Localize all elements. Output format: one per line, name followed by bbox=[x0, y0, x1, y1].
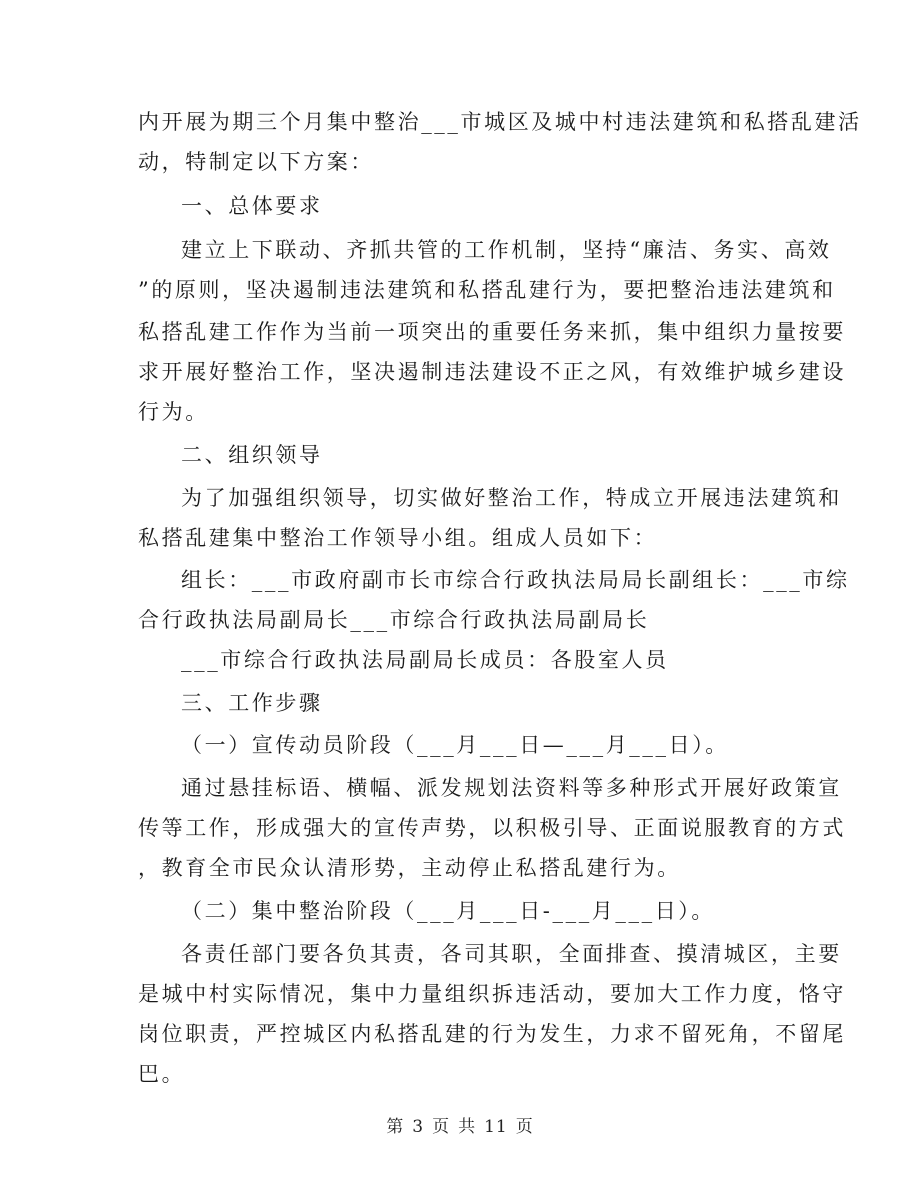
body-line: 私搭乱建集中整治工作领导小组。组成人员如下： bbox=[138, 526, 658, 550]
body-line: 传等工作，形成强大的宣传声势，以积极引导、正面说服教育的方式 bbox=[138, 816, 846, 840]
paragraph-first-line: 通过悬挂标语、横幅、派发规划法资料等多种形式开展好政策宣 bbox=[181, 776, 842, 800]
footer-total-pages: 11 bbox=[484, 1117, 508, 1137]
body-line: 求开展好整治工作，坚决遏制违法建设不正之风，有效维护城乡建设 bbox=[138, 360, 846, 384]
body-line: 内开展为期三个月集中整治___市城区及城中村违法建筑和私搭乱建活 bbox=[138, 110, 862, 134]
paragraph-first-line: 建立上下联动、齐抓共管的工作机制，坚持“廉洁、务实、高效 bbox=[181, 238, 832, 262]
body-line: 动，特制定以下方案： bbox=[138, 150, 374, 174]
body-line: 是城中村实际情况，集中力量组织拆违活动，要加大工作力度，恪守 bbox=[138, 982, 846, 1006]
footer-current-page: 3 bbox=[412, 1117, 425, 1137]
footer-prefix: 第 bbox=[386, 1117, 405, 1137]
section-heading: 二、组织领导 bbox=[181, 443, 323, 467]
paragraph-first-line: 为了加强组织领导，切实做好整治工作，特成立开展违法建筑和 bbox=[181, 486, 842, 510]
body-line: 合行政执法局副局长___市综合行政执法局副局长 bbox=[138, 608, 650, 632]
body-line: 私搭乱建工作作为当前一项突出的重要任务来抓，集中组织力量按要 bbox=[138, 320, 846, 344]
subsection-heading: （一）宣传动员阶段（___月___日—___月___日）。 bbox=[181, 733, 729, 757]
body-line: ”的原则，坚决遏制违法建筑和私搭乱建行为，要把整治违法建筑和 bbox=[138, 278, 836, 302]
body-line: 岗位职责，严控城区内私搭乱建的行为发生，力求不留死角，不留尾 bbox=[138, 1022, 846, 1046]
section-heading: 三、工作步骤 bbox=[181, 691, 323, 715]
body-line: 巴。 bbox=[138, 1062, 186, 1086]
body-line: ，教育全市民众认清形势，主动停止私搭乱建行为。 bbox=[138, 856, 681, 880]
footer-page-word: 页 bbox=[432, 1117, 451, 1137]
page-footer bbox=[0, 1112, 920, 1137]
subsection-heading: （二）集中整治阶段（___月___日-___月___日）。 bbox=[181, 899, 715, 923]
paragraph-first-line: 各责任部门要各负其责，各司其职，全面排查、摸清城区，主要 bbox=[181, 942, 842, 966]
section-heading: 一、总体要求 bbox=[181, 194, 323, 218]
body-line: 行为。 bbox=[138, 400, 209, 424]
footer-total-word: 共 bbox=[458, 1117, 477, 1137]
footer-suffix: 页 bbox=[515, 1117, 534, 1137]
paragraph-first-line: ___市综合行政执法局副局长成员：各股室人员 bbox=[181, 648, 669, 672]
paragraph-first-line: 组长：___市政府副市长市综合行政执法局局长副组长：___市综 bbox=[181, 568, 850, 592]
